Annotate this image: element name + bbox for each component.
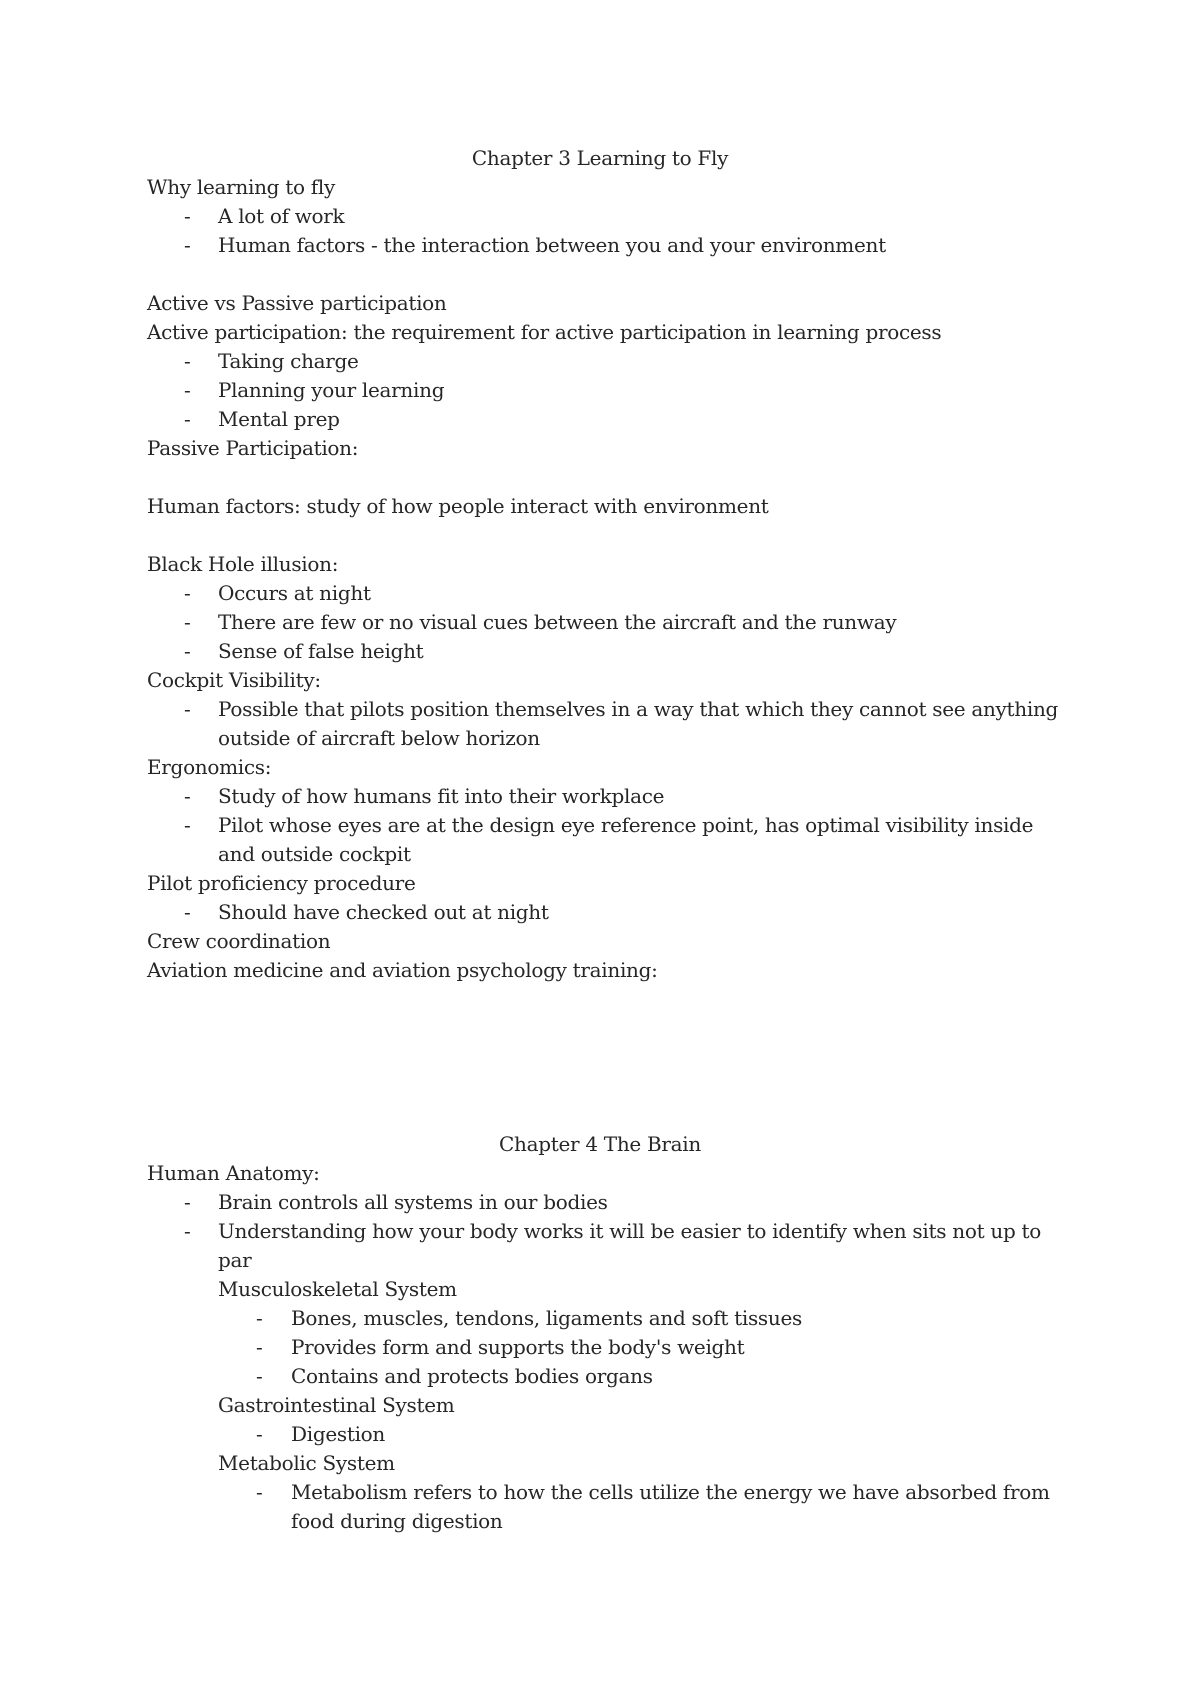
bullet-text: Understanding how your body works it will be easier to identify when sits not up to bbox=[218, 1219, 1041, 1243]
bullet-text: Planning your learning bbox=[218, 378, 445, 402]
bullet-text: Taking charge bbox=[218, 349, 359, 373]
bullet-text: Mental prep bbox=[218, 407, 340, 431]
metabolic-heading: Metabolic System bbox=[218, 1451, 395, 1475]
bullet-text: There are few or no visual cues between the aircraft and the runway bbox=[218, 610, 897, 634]
sub-bullet-dash: - bbox=[256, 1364, 263, 1388]
bullet-dash: - bbox=[184, 378, 191, 402]
crew-coordination-heading: Crew coordination bbox=[147, 929, 331, 953]
sub-bullet-dash: - bbox=[256, 1422, 263, 1446]
ergonomics-heading: Ergonomics: bbox=[147, 755, 272, 779]
bullet-text-continued: outside of aircraft below horizon bbox=[218, 726, 540, 750]
bullet-dash: - bbox=[184, 697, 191, 721]
sub-bullet-text: Provides form and supports the body's weight bbox=[291, 1335, 745, 1359]
bullet-text: Human factors - the interaction between you and your environment bbox=[218, 233, 886, 257]
bullet-dash: - bbox=[184, 610, 191, 634]
bullet-text: A lot of work bbox=[218, 204, 345, 228]
bullet-text: Possible that pilots position themselves in a way that which they cannot see anything bbox=[218, 697, 1059, 721]
bullet-dash: - bbox=[184, 233, 191, 257]
bullet-dash: - bbox=[184, 581, 191, 605]
bullet-dash: - bbox=[184, 813, 191, 837]
cockpit-visibility-heading: Cockpit Visibility: bbox=[147, 668, 321, 692]
bullet-text-continued: par bbox=[218, 1248, 252, 1272]
why-heading: Why learning to fly bbox=[147, 175, 335, 199]
bullet-dash: - bbox=[184, 349, 191, 373]
sub-bullet-dash: - bbox=[256, 1306, 263, 1330]
bullet-text: Sense of false height bbox=[218, 639, 424, 663]
human-factors-line: Human factors: study of how people interact with environment bbox=[147, 494, 769, 518]
bullet-dash: - bbox=[184, 407, 191, 431]
black-hole-heading: Black Hole illusion: bbox=[147, 552, 339, 576]
chapter-3-title: Chapter 3 Learning to Fly bbox=[471, 146, 729, 170]
bullet-text: Occurs at night bbox=[218, 581, 371, 605]
bullet-dash: - bbox=[184, 1190, 191, 1214]
passive-participation-heading: Passive Participation: bbox=[147, 436, 359, 460]
bullet-text: Brain controls all systems in our bodies bbox=[218, 1190, 608, 1214]
bullet-dash: - bbox=[184, 204, 191, 228]
bullet-text: Pilot whose eyes are at the design eye reference point, has optimal visibility inside bbox=[218, 813, 1034, 837]
sub-bullet-dash: - bbox=[256, 1335, 263, 1359]
gastrointestinal-heading: Gastrointestinal System bbox=[218, 1393, 455, 1417]
sub-bullet-text: Digestion bbox=[291, 1422, 385, 1446]
bullet-dash: - bbox=[184, 900, 191, 924]
bullet-dash: - bbox=[184, 784, 191, 808]
bullet-text-continued: and outside cockpit bbox=[218, 842, 411, 866]
bullet-dash: - bbox=[184, 639, 191, 663]
sub-bullet-dash: - bbox=[256, 1480, 263, 1504]
sub-bullet-text: Bones, muscles, tendons, ligaments and soft tissues bbox=[291, 1306, 802, 1330]
sub-bullet-text: Metabolism refers to how the cells utilize the energy we have absorbed from bbox=[291, 1480, 1050, 1504]
human-anatomy-heading: Human Anatomy: bbox=[147, 1161, 320, 1185]
bullet-dash: - bbox=[184, 1219, 191, 1243]
bullet-text: Study of how humans fit into their workplace bbox=[218, 784, 665, 808]
active-participation-heading: Active participation: the requirement for active participation in learning process bbox=[147, 320, 942, 344]
bullet-text: Should have checked out at night bbox=[218, 900, 549, 924]
musculoskeletal-heading: Musculoskeletal System bbox=[218, 1277, 457, 1301]
sub-bullet-text: Contains and protects bodies organs bbox=[291, 1364, 653, 1388]
pilot-proficiency-heading: Pilot proficiency procedure bbox=[147, 871, 416, 895]
chapter-4-title: Chapter 4 The Brain bbox=[499, 1132, 701, 1156]
sub-bullet-text-continued: food during digestion bbox=[291, 1509, 503, 1533]
aviation-medicine-heading: Aviation medicine and aviation psychology training: bbox=[147, 958, 658, 982]
active-vs-passive-heading: Active vs Passive participation bbox=[147, 291, 447, 315]
